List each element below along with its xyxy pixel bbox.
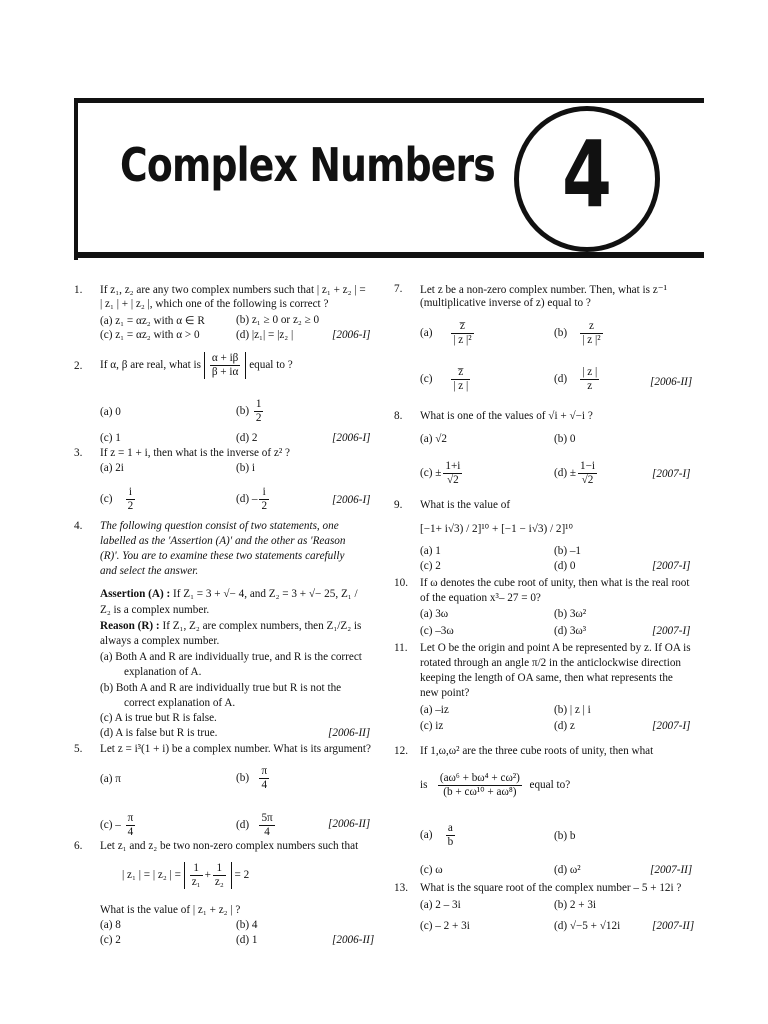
fraction-numerator: 1 xyxy=(255,398,262,410)
fraction-numerator: 1−i xyxy=(579,460,595,472)
question-text: The following question consist of two statements, one xyxy=(100,520,339,532)
fraction-denominator: β + iα xyxy=(211,366,239,378)
option-b: (b) 3ω² xyxy=(554,608,587,620)
year-tag: [2006-I] xyxy=(332,329,371,341)
option-d: (d) √−5 + √12i xyxy=(554,920,621,932)
reason-label: Reason (R) : xyxy=(100,620,160,632)
option-b xyxy=(236,765,271,792)
reason-text: If Z₁, Z₂ are complex numbers, then Z₁/Z₂ is xyxy=(162,620,362,632)
option-c xyxy=(420,366,472,393)
question-number: 9. xyxy=(394,499,403,511)
option-a: (a) –iz xyxy=(420,704,449,716)
option-d: (d) A is false but R is true. xyxy=(100,727,218,739)
question-text: (multiplicative inverse of z) equal to ? xyxy=(420,297,591,309)
equation-lhs: | z₁ | = | z₂ | = xyxy=(122,869,181,882)
option-c xyxy=(100,486,137,513)
fraction-denominator: 2 xyxy=(261,500,268,512)
question-text: What is the value of xyxy=(420,499,511,511)
question-number: 13. xyxy=(394,882,408,894)
option-d: (d) 0 xyxy=(554,560,576,572)
option-d: (d) 1 xyxy=(236,934,258,946)
option-label: (a) xyxy=(420,829,433,842)
assertion-line xyxy=(100,588,358,600)
reason-line xyxy=(100,620,361,632)
fraction-denominator: z₁ xyxy=(191,876,201,888)
question-text: If z₁, z₂ are any two complex numbers such that | z₁ + z₂ | = xyxy=(100,284,366,296)
fraction-denominator: √2 xyxy=(447,474,459,486)
expression xyxy=(420,772,570,799)
option-d xyxy=(236,486,271,513)
year-tag: [2007-II] xyxy=(652,920,695,932)
year-tag: [2006-II] xyxy=(332,934,375,946)
fraction-numerator: z xyxy=(580,320,602,334)
question-text-pre: If α, β are real, what is xyxy=(100,359,202,372)
option-c: (c) 2 xyxy=(420,560,441,572)
option-a xyxy=(420,822,457,849)
option-b: (b) Both A and R are individually true but R is not the xyxy=(100,682,342,694)
option-d xyxy=(554,366,601,393)
question-number: 7. xyxy=(394,283,403,295)
option-a-cont: explanation of A. xyxy=(124,666,202,678)
option-a: (a) 1 xyxy=(420,545,441,557)
fraction-numerator: 1 xyxy=(213,862,226,876)
option-label: (b) xyxy=(554,327,568,340)
question-number: 6. xyxy=(74,840,83,852)
question-text: and select the answer. xyxy=(100,565,199,577)
question-text: rotated through an angle π/2 in the anticlockwise direction xyxy=(420,657,682,669)
option-b: (b) z₁ ≥ 0 or z₂ ≥ 0 xyxy=(236,314,320,326)
option-c: (c) iz xyxy=(420,720,444,732)
option-d: (d) 2 xyxy=(236,432,258,444)
option-label: (c) ± xyxy=(420,467,442,480)
fraction-denominator: 4 xyxy=(264,826,270,838)
option-b xyxy=(554,320,605,347)
fraction-numerator: i xyxy=(126,486,136,500)
year-tag: [2007-I] xyxy=(652,468,691,480)
expression-post: equal to? xyxy=(529,779,571,792)
year-tag: [2007-I] xyxy=(652,720,691,732)
question-text: If ω denotes the cube root of unity, then what is the real root xyxy=(420,577,690,589)
question-text: Let O be the origin and point A be represented by z. If OA is xyxy=(420,642,691,654)
option-d xyxy=(236,812,277,839)
fraction-numerator: | z | xyxy=(582,366,598,378)
question-number: 11. xyxy=(394,642,408,654)
option-c: (c) 1 xyxy=(100,432,121,444)
chapter-title: Complex Numbers xyxy=(120,138,495,192)
header-rule xyxy=(74,252,704,258)
chapter-badge xyxy=(514,106,660,252)
year-tag: [2006-II] xyxy=(328,818,371,830)
chapter-number: 4 xyxy=(562,121,612,228)
option-a: (a) π xyxy=(100,773,121,785)
fraction-numerator: 5π xyxy=(261,812,273,824)
option-b: (b) 2 + 3i xyxy=(554,899,597,911)
question-number: 1. xyxy=(74,284,83,296)
option-label: (d) xyxy=(236,819,250,832)
fraction-denominator: | z | xyxy=(453,380,469,392)
option-c: (c) –3ω xyxy=(420,625,454,637)
fraction-numerator: 1 xyxy=(190,862,203,876)
assertion-line-2: Z₂ is a complex number. xyxy=(100,604,210,616)
option-c: (c) A is true but R is false. xyxy=(100,712,217,724)
question-text: new point? xyxy=(420,687,470,699)
question-number: 10. xyxy=(394,577,408,589)
fraction-denominator: | z |² xyxy=(453,334,472,346)
question-text: Let z be a non-zero complex number. Then, what is z⁻¹ xyxy=(420,284,668,296)
option-a xyxy=(420,320,476,347)
expression-pre: is xyxy=(420,779,428,792)
question-text: of the equation x³– 27 = 0? xyxy=(420,592,541,604)
question-number: 5. xyxy=(74,743,83,755)
option-a: (a) √2 xyxy=(420,433,447,445)
fraction-numerator: 1+i xyxy=(445,460,461,472)
fraction-denominator: (b + cω¹⁰ + aω⁸) xyxy=(443,786,517,798)
option-label: (b) xyxy=(236,772,250,785)
question-text: labelled as the 'Assertion (A)' and the other as 'Reason xyxy=(100,535,346,547)
expression: [−1+ i√3) / 2]¹⁰ + [−1 − i√3) / 2]¹⁰ xyxy=(420,523,574,535)
year-tag: [2007-II] xyxy=(650,864,693,876)
question-number: 12. xyxy=(394,745,408,757)
fraction-denominator: | z |² xyxy=(582,334,601,346)
question-number: 3. xyxy=(74,447,83,459)
option-a: (a) 2i xyxy=(100,462,124,474)
question-text xyxy=(100,352,293,379)
option-b: (b) –1 xyxy=(554,545,582,557)
question-text: What is one of the values of √i + √−i ? xyxy=(420,410,593,422)
fraction-numerator: π xyxy=(261,765,268,777)
fraction-numerator: (aω⁶ + bω⁴ + cω²) xyxy=(439,772,520,784)
option-b: (b) | z | i xyxy=(554,704,591,716)
fraction-numerator: π xyxy=(127,812,134,824)
question-text: Let z₁ and z₂ be two non-zero complex numbers such that xyxy=(100,840,359,852)
fraction-denominator: 4 xyxy=(261,779,268,791)
option-c: (c) ω xyxy=(420,864,443,876)
option-a: (a) 0 xyxy=(100,406,121,418)
option-b: (b) 4 xyxy=(236,919,258,931)
question-text: What is the value of | z₁ + z₂ | ? xyxy=(100,904,241,916)
option-d: (d) 3ω³ xyxy=(554,625,587,637)
fraction-numerator: a xyxy=(446,822,456,836)
option-b: (b) 0 xyxy=(554,433,576,445)
option-label: (d) xyxy=(554,373,568,386)
fraction-denominator: z xyxy=(587,380,593,392)
option-b: (b) b xyxy=(554,830,576,842)
option-c: (c) – 2 + 3i xyxy=(420,920,470,932)
option-label: (c) – xyxy=(100,819,121,832)
equation-rhs: = 2 xyxy=(234,869,250,882)
year-tag: [2007-I] xyxy=(652,625,691,637)
fraction-denominator: 2 xyxy=(255,412,262,424)
question-text: | z₁ | + | z₂ |, which one of the following is correct ? xyxy=(100,298,329,310)
year-tag: [2007-I] xyxy=(652,560,691,572)
question-text: Let z = i³(1 + i) be a complex number. What is its argument? xyxy=(100,743,371,755)
question-number: 8. xyxy=(394,410,403,422)
option-b-cont: correct explanation of A. xyxy=(124,697,236,709)
question-text: What is the square root of the complex number – 5 + 12i ? xyxy=(420,882,682,894)
fraction-denominator: 4 xyxy=(127,826,134,838)
fraction-numerator: i xyxy=(259,486,269,500)
assertion-label: Assertion (A) : xyxy=(100,588,171,600)
option-a: (a) 8 xyxy=(100,919,121,931)
option-c: (c) 2 xyxy=(100,934,121,946)
option-a: (a) 2 – 3i xyxy=(420,899,461,911)
option-d: (d) |z₁| = |z₂ | xyxy=(236,329,294,341)
question-text-post: equal to ? xyxy=(249,359,293,372)
fraction-numerator: α + iβ xyxy=(211,352,239,364)
fraction-denominator: z₂ xyxy=(214,876,224,888)
option-c: (c) z₁ = αz₂ with α > 0 xyxy=(100,329,200,341)
question-text: keeping the length of OA same, then what represents the xyxy=(420,672,673,684)
option-label: (d) ± xyxy=(554,467,576,480)
question-text: If 1,ω,ω² are the three cube roots of unity, then what xyxy=(420,745,654,757)
question-text: If z = 1 + i, then what is the inverse of z² ? xyxy=(100,447,290,459)
question-number: 4. xyxy=(74,520,83,532)
option-b: (b) i xyxy=(236,462,255,474)
year-tag: [2006-I] xyxy=(332,494,371,506)
option-a: (a) z₁ = αz₂ with α ∈ R xyxy=(100,315,205,327)
question-number: 2. xyxy=(74,360,83,372)
fraction-denominator: √2 xyxy=(581,474,594,486)
fraction-denominator: b xyxy=(447,836,454,848)
option-a: (a) Both A and R are individually true, and R is the correct xyxy=(100,651,362,663)
option-label: (c) xyxy=(100,493,113,506)
option-label: (c) xyxy=(420,373,433,386)
fraction-numerator: z̅ xyxy=(451,366,470,380)
option-label: (b) xyxy=(236,405,250,418)
option-c xyxy=(420,460,464,487)
question-text: (R)'. You are to examine these two statements carefully xyxy=(100,550,345,562)
option-d xyxy=(554,460,599,487)
option-d: (d) ω² xyxy=(554,864,581,876)
option-a: (a) 3ω xyxy=(420,608,449,620)
year-tag: [2006-I] xyxy=(332,432,371,444)
option-c xyxy=(100,812,137,839)
option-b xyxy=(236,398,265,425)
option-label: (d) – xyxy=(236,493,258,506)
fraction-denominator: 2 xyxy=(127,500,134,512)
year-tag: [2006-II] xyxy=(650,376,693,388)
reason-line-2: always a complex number. xyxy=(100,635,220,647)
fraction-numerator: z̅ xyxy=(451,320,473,334)
option-label: (a) xyxy=(420,327,433,340)
year-tag: [2006-II] xyxy=(328,727,371,739)
option-d: (d) z xyxy=(554,720,575,732)
equation: | z₁ | = | z₂ | = $\frac{1}{\text{z₁}}$ + $\frac{1}{\text{z₂}}$ = 2 xyxy=(122,862,250,888)
assertion-text: If Z₁ = 3 + √− 4, and Z₂ = 3 + √− 25, Z₁ / xyxy=(173,588,358,600)
